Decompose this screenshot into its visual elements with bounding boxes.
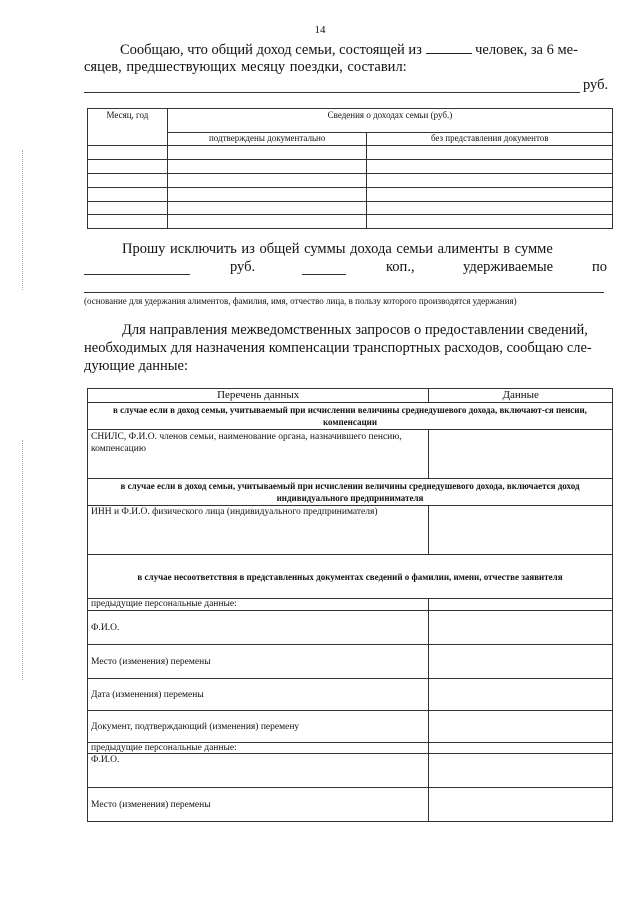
income-cell[interactable] [167, 160, 367, 174]
data-value-cell[interactable] [429, 645, 613, 679]
col-list-header: Перечень данных [88, 389, 429, 403]
col-data-header: Данные [429, 389, 613, 403]
income-cell[interactable] [167, 188, 367, 202]
currency-label: руб. [583, 77, 609, 93]
income-cell[interactable] [367, 202, 613, 215]
alimony-kop-label: коп., [386, 259, 415, 275]
data-value-cell[interactable] [429, 754, 613, 788]
income-cell[interactable] [167, 202, 367, 215]
row-label-date-1: Дата (изменения) перемены [88, 679, 429, 711]
data-row [88, 743, 613, 754]
alimony-request-line1: Прошу исключить из общей суммы дохода семьи алименты в сумме [122, 241, 553, 257]
income-row [88, 146, 613, 160]
income-cell[interactable] [167, 174, 367, 188]
data-row [88, 506, 613, 555]
alimony-basis-footnote: (основание для удержания алиментов, фамилия, имя, отчество лица, в пользу которого производятся удержания) [84, 296, 517, 306]
income-cell[interactable] [88, 202, 168, 215]
data-row [88, 788, 613, 822]
income-statement-line2: сяцев, предшествующих месяцу поездки, составил: [84, 59, 407, 75]
data-row [88, 611, 613, 645]
data-row [88, 599, 613, 611]
row-label-inn: ИНН и Ф.И.О. физического лица (индивидуального предпринимателя) [88, 506, 429, 555]
col-confirmed-header: подтверждены документально [167, 133, 367, 146]
row-label-snils: СНИЛС, Ф.И.О. членов семьи, наименование органа, назначившего пенсию, компенсацию [88, 430, 429, 479]
income-cell[interactable] [367, 174, 613, 188]
income-cell[interactable] [88, 160, 168, 174]
data-value-cell[interactable] [429, 679, 613, 711]
income-statement-text-end: человек, за 6 ме- [475, 42, 578, 58]
col-unconfirmed-header: без представления документов [367, 133, 613, 146]
income-table [87, 108, 613, 229]
income-cell[interactable] [88, 146, 168, 160]
income-cell[interactable] [367, 160, 613, 174]
alimony-basis-blank[interactable] [84, 292, 604, 293]
data-table [87, 388, 613, 822]
income-cell[interactable] [167, 146, 367, 160]
alimony-withheld-label: удерживаемые [463, 259, 554, 275]
data-row [88, 754, 613, 788]
data-value-cell[interactable] [429, 506, 613, 555]
data-value-cell[interactable] [429, 788, 613, 822]
total-income-blank[interactable] [84, 92, 580, 93]
income-cell[interactable] [367, 146, 613, 160]
income-cell[interactable] [367, 215, 613, 229]
income-row [88, 188, 613, 202]
interagency-line2: необходимых для назначения компенсации транспортных расходов, сообщаю сле- [84, 340, 592, 356]
data-row [88, 679, 613, 711]
data-value-cell[interactable] [429, 611, 613, 645]
data-row [88, 645, 613, 679]
section-entrepreneur: в случае если в доход семьи, учитываемый при исчислении величины среднедушевого дохода, включается доход индивидуального предпринимателя [88, 479, 613, 506]
family-size-blank[interactable] [426, 40, 472, 54]
data-row [88, 430, 613, 479]
page-number: 14 [314, 24, 326, 36]
income-cell[interactable] [88, 215, 168, 229]
data-row [88, 711, 613, 743]
alimony-rub-blank[interactable] [84, 274, 190, 275]
income-row [88, 215, 613, 229]
income-group-header: Сведения о доходах семьи (руб.) [167, 109, 612, 133]
row-label-prev-data-1: предыдущие персональные данные: [88, 599, 429, 611]
alimony-by-label: по [592, 259, 608, 275]
income-cell[interactable] [88, 174, 168, 188]
section-name-mismatch: в случае несоответствия в представленных документах сведений о фамилии, имени, отчестве заявителя [88, 555, 613, 599]
alimony-kop-blank[interactable] [302, 274, 346, 275]
section-pensions: в случае если в доход семьи, учитываемый при исчислении величины среднедушевого дохода, включают-ся пенсии, компенсации [88, 403, 613, 430]
income-cell[interactable] [367, 188, 613, 202]
data-value-cell[interactable] [429, 711, 613, 743]
interagency-line3: дующие данные: [84, 358, 188, 374]
income-statement-line1 [120, 40, 610, 59]
row-label-place-2: Место (изменения) перемены [88, 788, 429, 822]
scan-margin-mark [22, 150, 23, 290]
row-label-prev-data-2: предыдущие персональные данные: [88, 743, 429, 754]
data-value-cell[interactable] [429, 743, 613, 754]
row-label-place-1: Место (изменения) перемены [88, 645, 429, 679]
income-cell[interactable] [167, 215, 367, 229]
income-row [88, 160, 613, 174]
data-value-cell[interactable] [429, 599, 613, 611]
income-row [88, 174, 613, 188]
income-cell[interactable] [88, 188, 168, 202]
income-statement-text: Сообщаю, что общий доход семьи, состоящей из [120, 42, 422, 58]
col-month-header: Месяц, год [88, 109, 168, 146]
scan-margin-mark [22, 440, 23, 680]
row-label-fio-1: Ф.И.О. [88, 611, 429, 645]
data-value-cell[interactable] [429, 430, 613, 479]
alimony-rub-label: руб. [230, 259, 256, 275]
interagency-line1: Для направления межведомственных запросов о предоставлении сведений, [122, 322, 588, 338]
row-label-fio-2: Ф.И.О. [88, 754, 429, 788]
row-label-doc-1: Документ, подтверждающий (изменения) перемену [88, 711, 429, 743]
income-row [88, 202, 613, 215]
